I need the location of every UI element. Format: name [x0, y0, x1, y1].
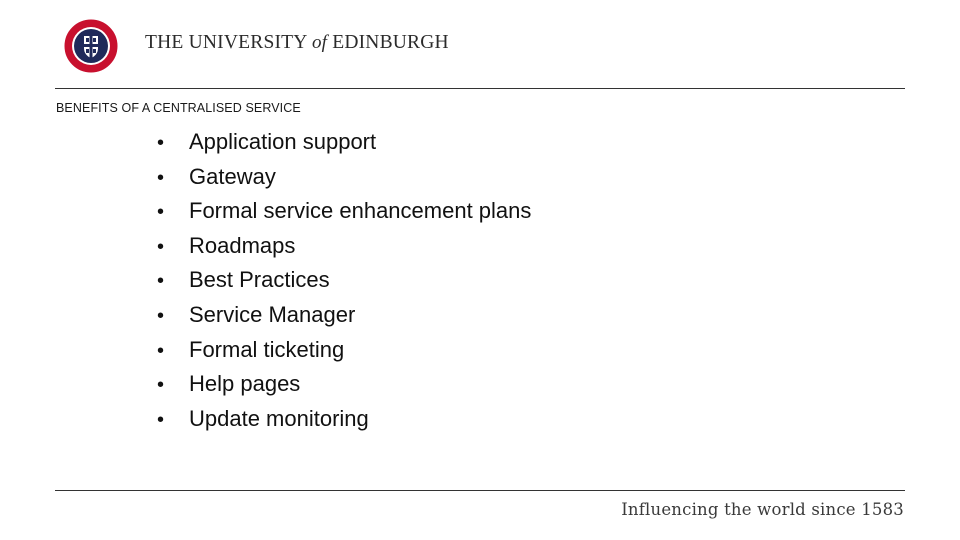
list-item-label: Formal ticketing	[189, 336, 345, 362]
list-item	[157, 160, 531, 195]
benefits-list	[157, 125, 531, 436]
list-item-label: Best Practices	[189, 267, 330, 293]
wordmark-prefix: THE UNIVERSITY	[145, 32, 307, 53]
header-divider	[55, 88, 905, 89]
wordmark-suffix: EDINBURGH	[332, 32, 449, 53]
list-item	[157, 402, 531, 437]
bullet-icon: •	[157, 339, 165, 362]
footer-divider	[55, 490, 905, 491]
university-wordmark	[145, 32, 449, 62]
list-item	[157, 367, 531, 402]
bullet-icon: •	[157, 304, 165, 327]
bullet-icon: •	[157, 166, 165, 189]
university-crest-icon	[55, 18, 127, 74]
section-title: BENEFITS OF A CENTRALISED SERVICE	[56, 101, 301, 115]
list-item-label: Formal service enhancement plans	[189, 198, 532, 224]
bullet-icon: •	[157, 132, 165, 154]
bullet-icon: •	[157, 408, 165, 431]
footer-tagline: Influencing the world since 1583	[621, 500, 904, 519]
bullet-icon: •	[157, 270, 165, 293]
list-item-label: Roadmaps	[189, 232, 296, 258]
list-item	[157, 229, 531, 264]
list-item-label: Service Manager	[189, 301, 356, 327]
bullet-icon: •	[157, 201, 165, 224]
university-logo	[55, 18, 490, 74]
bullet-icon: •	[157, 374, 165, 397]
list-item-label: Update monitoring	[189, 405, 369, 431]
list-item-label: Help pages	[189, 371, 301, 397]
list-item	[157, 298, 531, 333]
list-item-label: Application support	[189, 129, 377, 154]
list-item	[157, 333, 531, 368]
list-item	[157, 194, 531, 229]
list-item	[157, 125, 531, 160]
list-item-label: Gateway	[189, 163, 276, 189]
bullet-icon: •	[157, 235, 165, 258]
list-item	[157, 263, 531, 298]
wordmark-of: of	[311, 32, 328, 53]
